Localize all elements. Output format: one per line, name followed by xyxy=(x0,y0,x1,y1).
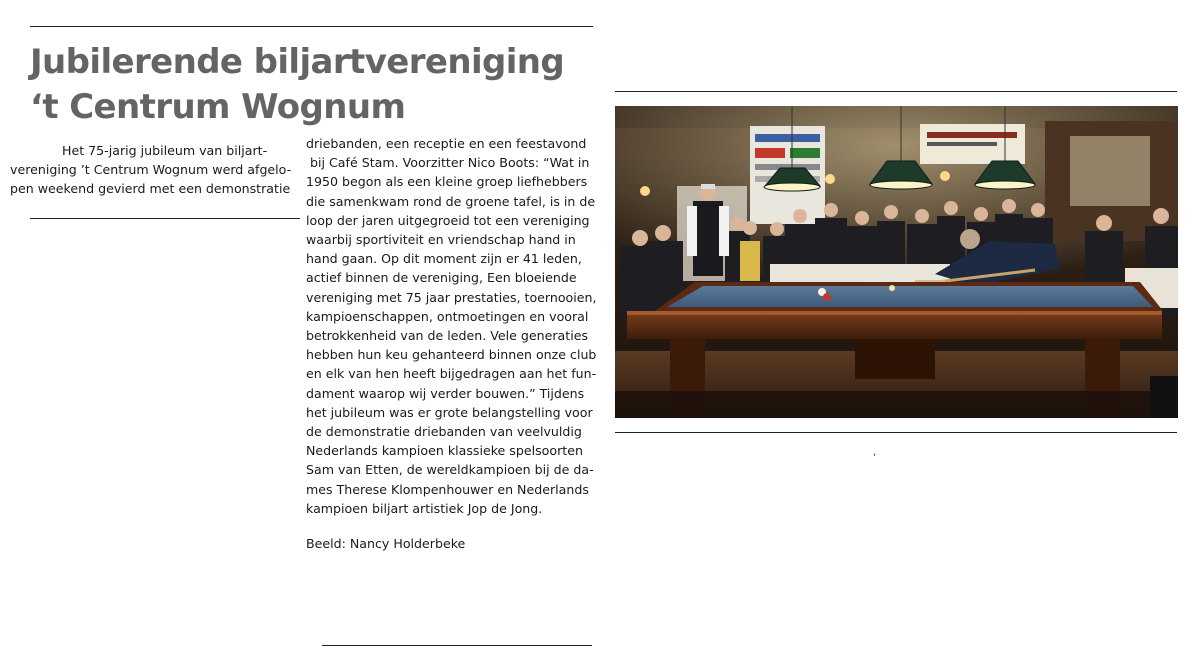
intro-line: Het 75-jarig jubileum van biljart- xyxy=(62,143,268,158)
body-line: die samenkwam rond de groene tafel, is in de xyxy=(306,193,596,209)
body-line: kampioen biljart artistiek Jop de Jong. xyxy=(306,500,543,516)
article-title xyxy=(30,40,564,130)
photo-top-rule xyxy=(615,91,1177,92)
body-line: dament waarop wij verder bouwen.” Tijdens xyxy=(306,385,585,401)
stray-mark: , xyxy=(873,447,877,458)
title-line-1: Jubilerende biljartvereniging xyxy=(30,42,565,82)
body-line: waarbij sportiviteit en vriendschap hand in xyxy=(306,232,576,248)
photo-credit: Beeld: Nancy Holderbeke xyxy=(306,536,466,551)
body-line: Sam van Etten, de wereldkampioen bij de da- xyxy=(306,462,594,478)
body-line: Nederlands kampioen klassieke spelsoorten xyxy=(306,443,583,459)
body-line: het jubileum was er grote belangstelling voor xyxy=(306,404,593,420)
body-line: de demonstratie driebanden van veelvuldig xyxy=(306,424,582,440)
body-line: hand gaan. Op dit moment zijn er 41 leden, xyxy=(306,251,582,267)
body-line: actief binnen de vereniging, Een bloeiende xyxy=(306,270,577,286)
intro-line: vereniging ’t Centrum Wognum werd afgelo- xyxy=(10,162,292,177)
body-line: driebanden, een receptie en een feestavond xyxy=(306,136,587,151)
intro-line: pen weekend gevierd met een demonstratie xyxy=(10,181,291,196)
article-body xyxy=(306,134,606,518)
article-intro xyxy=(10,141,302,198)
billiard-demonstration-photo xyxy=(615,106,1178,418)
bottom-rule xyxy=(322,645,592,646)
intro-rule xyxy=(30,218,300,219)
title-line-2: ‘t Centrum Wognum xyxy=(30,87,406,127)
body-line: betrokkenheid van de leden. Vele generaties xyxy=(306,328,589,344)
body-line: hebben hun keu gehanteerd binnen onze club xyxy=(306,347,597,363)
body-line: bij Café Stam. Voorzitter Nico Boots: “Wat in xyxy=(306,155,590,171)
body-line: en elk van hen heeft bijgedragen aan het fun- xyxy=(306,366,597,382)
top-rule xyxy=(30,26,593,27)
body-line: kampioenschappen, ontmoetingen en vooral xyxy=(306,308,589,324)
body-line: mes Therese Klompenhouwer en Nederlands xyxy=(306,481,589,497)
photo-bottom-rule xyxy=(615,432,1177,433)
body-line: vereniging met 75 jaar prestaties, toernooien, xyxy=(306,289,597,305)
body-line: loop der jaren uitgegroeid tot een vereniging xyxy=(306,212,590,228)
body-line: 1950 begon als een kleine groep liefhebbers xyxy=(306,174,588,190)
